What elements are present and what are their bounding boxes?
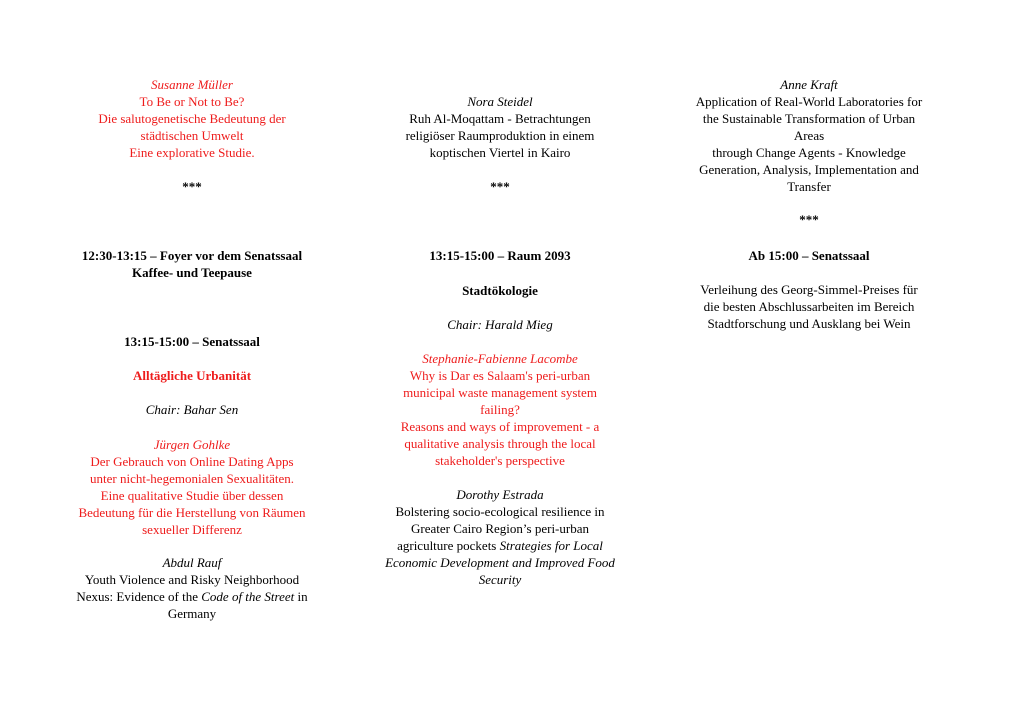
talk-mueller xyxy=(57,76,327,161)
session-description-line: Verleihung des Georg-Simmel-Preises für xyxy=(700,282,918,297)
talk-title-line: municipal waste management system xyxy=(403,385,597,400)
separator: *** xyxy=(490,179,510,194)
talk-title-line: Generation, Analysis, Implementation and xyxy=(699,162,919,177)
coffee-break xyxy=(57,247,327,281)
talk-title-line: stakeholder's perspective xyxy=(435,453,565,468)
session-description-line: die besten Abschlussarbeiten im Bereich xyxy=(703,299,915,314)
talk-author: Susanne Müller xyxy=(151,77,233,92)
talk-steidel xyxy=(365,93,635,161)
talk-title-line: Ruh Al-Moqattam - Betrachtungen xyxy=(409,111,591,126)
session-title: Kaffee- und Teepause xyxy=(132,265,252,280)
talk-author: Anne Kraft xyxy=(780,77,838,92)
talk-title-line: Greater Cairo Region’s peri-urban xyxy=(411,521,589,536)
title-italic-text: Code of the Street xyxy=(201,589,295,604)
session-title: Stadtökologie xyxy=(462,283,538,298)
session-time-location: Ab 15:00 – Senatssaal xyxy=(748,248,870,263)
title-text: in xyxy=(294,589,308,604)
talk-title-line: Areas xyxy=(793,128,825,143)
talk-title-line: Security xyxy=(478,572,522,587)
session-time-location: 13:15-15:00 – Senatssaal xyxy=(124,334,260,349)
session-time-location: 13:15-15:00 – Raum 2093 xyxy=(429,248,571,263)
talk-title-line: Eine explorative Studie. xyxy=(129,145,255,160)
talk-title-line: failing? xyxy=(480,402,520,417)
talk-title-line: unter nicht-hegemonialen Sexualitäten. xyxy=(90,471,294,486)
title-text: Nexus: Evidence of the xyxy=(76,589,202,604)
session-chair: Chair: Harald Mieg xyxy=(447,317,553,332)
talk-title-line: Reasons and ways of improvement - a xyxy=(400,419,600,434)
session-chair: Chair: Bahar Sen xyxy=(145,402,239,417)
talk-title-line: Die salutogenetische Bedeutung der xyxy=(98,111,286,126)
talk-lacombe xyxy=(365,350,635,469)
talk-kraft xyxy=(674,76,944,195)
session-time-location: 12:30-13:15 – Foyer vor dem Senatssaal xyxy=(81,248,303,263)
talk-author: Dorothy Estrada xyxy=(456,487,544,502)
talk-author: Nora Steidel xyxy=(467,94,533,109)
talk-title-line: Germany xyxy=(167,606,217,621)
talk-title-line: Bolstering socio-ecological resilience in xyxy=(395,504,605,519)
talk-rauf xyxy=(57,554,327,622)
talk-title-line: Transfer xyxy=(787,179,831,194)
talk-title-line: koptischen Viertel in Kairo xyxy=(429,145,571,160)
talk-title-line: the Sustainable Transformation of Urban xyxy=(702,111,916,126)
talk-title-line: To Be or Not to Be? xyxy=(139,94,245,109)
talk-author: Stephanie-Fabienne Lacombe xyxy=(422,351,578,366)
talk-title-line: Youth Violence and Risky Neighborhood xyxy=(84,572,300,587)
talk-title-line: qualitative analysis through the local xyxy=(404,436,596,451)
talk-title-line: Economic Development and Improved Food xyxy=(385,555,615,570)
talk-title-line: religiöser Raumproduktion in einem xyxy=(405,128,595,143)
talk-title-line: sexueller Differenz xyxy=(142,522,242,537)
talk-title-line: Application of Real-World Laboratories for xyxy=(695,94,923,109)
talk-author: Abdul Rauf xyxy=(162,555,222,570)
talk-gohlke xyxy=(57,436,327,538)
talk-title-line: Why is Dar es Salaam's peri-urban xyxy=(409,368,591,383)
session-description-line: Stadtforschung und Ausklang bei Wein xyxy=(707,316,911,331)
talk-title-line: städtischen Umwelt xyxy=(140,128,244,143)
talk-title-line xyxy=(57,588,327,605)
award-ceremony xyxy=(674,281,944,332)
separator: *** xyxy=(182,179,202,194)
talk-author: Jürgen Gohlke xyxy=(153,437,231,452)
separator: *** xyxy=(799,212,819,227)
talk-title-line: through Change Agents - Knowledge xyxy=(712,145,906,160)
talk-title-line: Der Gebrauch von Online Dating Apps xyxy=(90,454,294,469)
talk-estrada xyxy=(365,486,635,588)
talk-title-line: Eine qualitative Studie über dessen xyxy=(100,488,284,503)
title-italic-text: Strategies for Local xyxy=(499,538,603,553)
talk-title-line xyxy=(365,537,635,554)
title-text: agriculture pockets xyxy=(397,538,500,553)
session-title: Alltägliche Urbanität xyxy=(132,368,252,383)
talk-title-line: Bedeutung für die Herstellung von Räumen xyxy=(78,505,306,520)
